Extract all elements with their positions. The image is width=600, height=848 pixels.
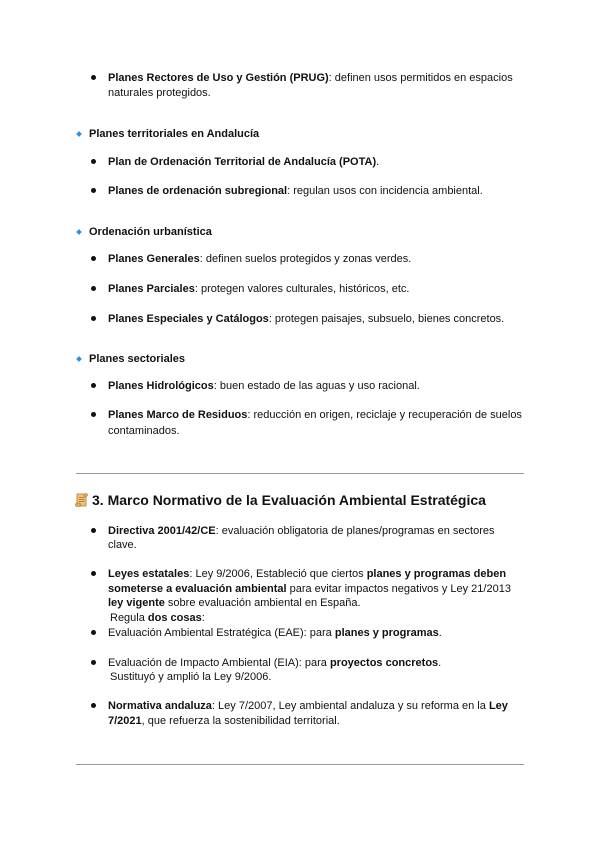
list-bullet xyxy=(91,528,96,533)
scroll-icon xyxy=(75,493,88,507)
list-item-directiva xyxy=(108,524,494,538)
list-item-prug xyxy=(108,71,513,85)
leyes-text: para evitar impactos negativos y Ley 21/2013 xyxy=(286,583,511,595)
section-diamond-icon xyxy=(76,356,82,362)
especiales-text: : protegen paisajes, subsuelo, bienes concretos. xyxy=(268,313,505,325)
andaluza-bold: 7/2021 xyxy=(108,715,142,727)
leyes-text: : Ley 9/2006, Estableció que ciertos xyxy=(189,568,367,580)
list-bullet xyxy=(91,286,96,291)
list-item-andaluza-cont xyxy=(108,714,340,728)
hidro-title: Planes Hidrológicos xyxy=(108,380,214,392)
andaluza-title: Normativa andaluza xyxy=(108,700,212,712)
list-bullet xyxy=(91,383,96,388)
horizontal-rule xyxy=(76,764,524,765)
section-heading-urbanistica: Ordenación urbanística xyxy=(89,226,212,238)
list-item-andaluza xyxy=(108,699,508,713)
section-diamond-icon xyxy=(76,131,82,137)
prug-text-cont: naturales protegidos. xyxy=(108,87,211,99)
residuos-title: Planes Marco de Residuos xyxy=(108,409,248,421)
section-heading-territoriales: Planes territoriales en Andalucía xyxy=(89,128,260,140)
list-item-leyes-cont xyxy=(108,596,361,610)
list-item-eae xyxy=(108,626,442,640)
list-item-eia xyxy=(108,656,441,670)
eia-text: Evaluación de Impacto Ambiental (EIA): para xyxy=(108,657,330,669)
leyes-text: sobre evaluación ambiental en España. xyxy=(164,597,361,609)
regula-line xyxy=(110,611,205,625)
leyes-bold: ley vigente xyxy=(108,597,165,609)
list-item-especiales xyxy=(108,312,504,326)
parciales-text: : protegen valores culturales, históricos, etc. xyxy=(194,283,410,295)
pota-title: Plan de Ordenación Territorial de Andalucía (POTA) xyxy=(108,156,377,168)
list-item-pota xyxy=(108,155,379,169)
directiva-text: : evaluación obligatoria de planes/programas en sectores xyxy=(215,525,495,537)
list-item-parciales xyxy=(108,282,409,296)
section-diamond-icon xyxy=(76,229,82,235)
pota-end: . xyxy=(376,156,380,168)
prug-title: Planes Rectores de Uso y Gestión (PRUG) xyxy=(108,72,329,84)
sustituyo-line xyxy=(110,670,271,684)
list-bullet xyxy=(91,703,96,708)
residuos-text: : reducción en origen, reciclaje y recuperación de suelos xyxy=(247,409,522,421)
list-item-prug-cont xyxy=(108,86,211,100)
list-bullet xyxy=(91,630,96,635)
list-item-residuos xyxy=(108,408,522,422)
leyes-title: Leyes estatales xyxy=(108,568,190,580)
leyes-bold: planes y programas deben xyxy=(366,568,507,580)
generales-title: Planes Generales xyxy=(108,253,200,265)
eae-end: . xyxy=(438,627,442,639)
subregional-text: : regulan usos con incidencia ambiental. xyxy=(287,185,483,197)
andaluza-text: , que refuerza la sostenibilidad territorial. xyxy=(141,715,340,727)
hidro-text: : buen estado de las aguas y uso racional. xyxy=(213,380,420,392)
list-item-subregional xyxy=(108,184,483,198)
list-item-hidrologicos xyxy=(108,379,420,393)
list-bullet xyxy=(91,412,96,417)
list-bullet xyxy=(91,571,96,576)
list-item-directiva-cont xyxy=(108,538,137,552)
andaluza-bold: Ley xyxy=(488,700,508,712)
sustituyo-text: Sustituyó y amplió la Ley 9/2006. xyxy=(110,671,272,683)
leyes-bold: someterse a evaluación ambiental xyxy=(108,583,287,595)
section-heading-sectoriales: Planes sectoriales xyxy=(89,353,186,365)
subregional-title: Planes de ordenación subregional xyxy=(108,185,288,197)
list-bullet xyxy=(91,188,96,193)
eae-bold: planes y programas xyxy=(334,627,439,639)
directiva-title: Directiva 2001/42/CE xyxy=(108,525,216,537)
prug-text: : definen usos permitidos en espacios xyxy=(328,72,513,84)
eia-bold: proyectos concretos xyxy=(329,657,439,669)
directiva-text-cont: clave. xyxy=(108,539,137,551)
parciales-title: Planes Parciales xyxy=(108,283,195,295)
list-bullet xyxy=(91,75,96,80)
eae-text: Evaluación Ambiental Estratégica (EAE): para xyxy=(108,627,335,639)
list-item-residuos-cont xyxy=(108,424,180,438)
residuos-text-cont: contaminados. xyxy=(108,425,180,437)
generales-text: : definen suelos protegidos y zonas verdes. xyxy=(199,253,412,265)
list-item-leyes-cont xyxy=(108,582,511,596)
list-bullet xyxy=(91,316,96,321)
list-item-leyes xyxy=(108,567,506,581)
andaluza-text: : Ley 7/2007, Ley ambiental andaluza y su reforma en la xyxy=(211,700,489,712)
regula-text: Regula xyxy=(110,612,148,624)
horizontal-rule xyxy=(76,473,524,474)
list-bullet xyxy=(91,660,96,665)
especiales-title: Planes Especiales y Catálogos xyxy=(108,313,269,325)
list-item-generales xyxy=(108,252,411,266)
section-heading-marco: 3. Marco Normativo de la Evaluación Ambiental Estratégica xyxy=(92,492,486,508)
regula-bold: dos cosas xyxy=(147,612,202,624)
regula-end: : xyxy=(201,612,205,624)
list-bullet xyxy=(91,256,96,261)
list-bullet xyxy=(91,159,96,164)
eia-end: . xyxy=(438,657,442,669)
